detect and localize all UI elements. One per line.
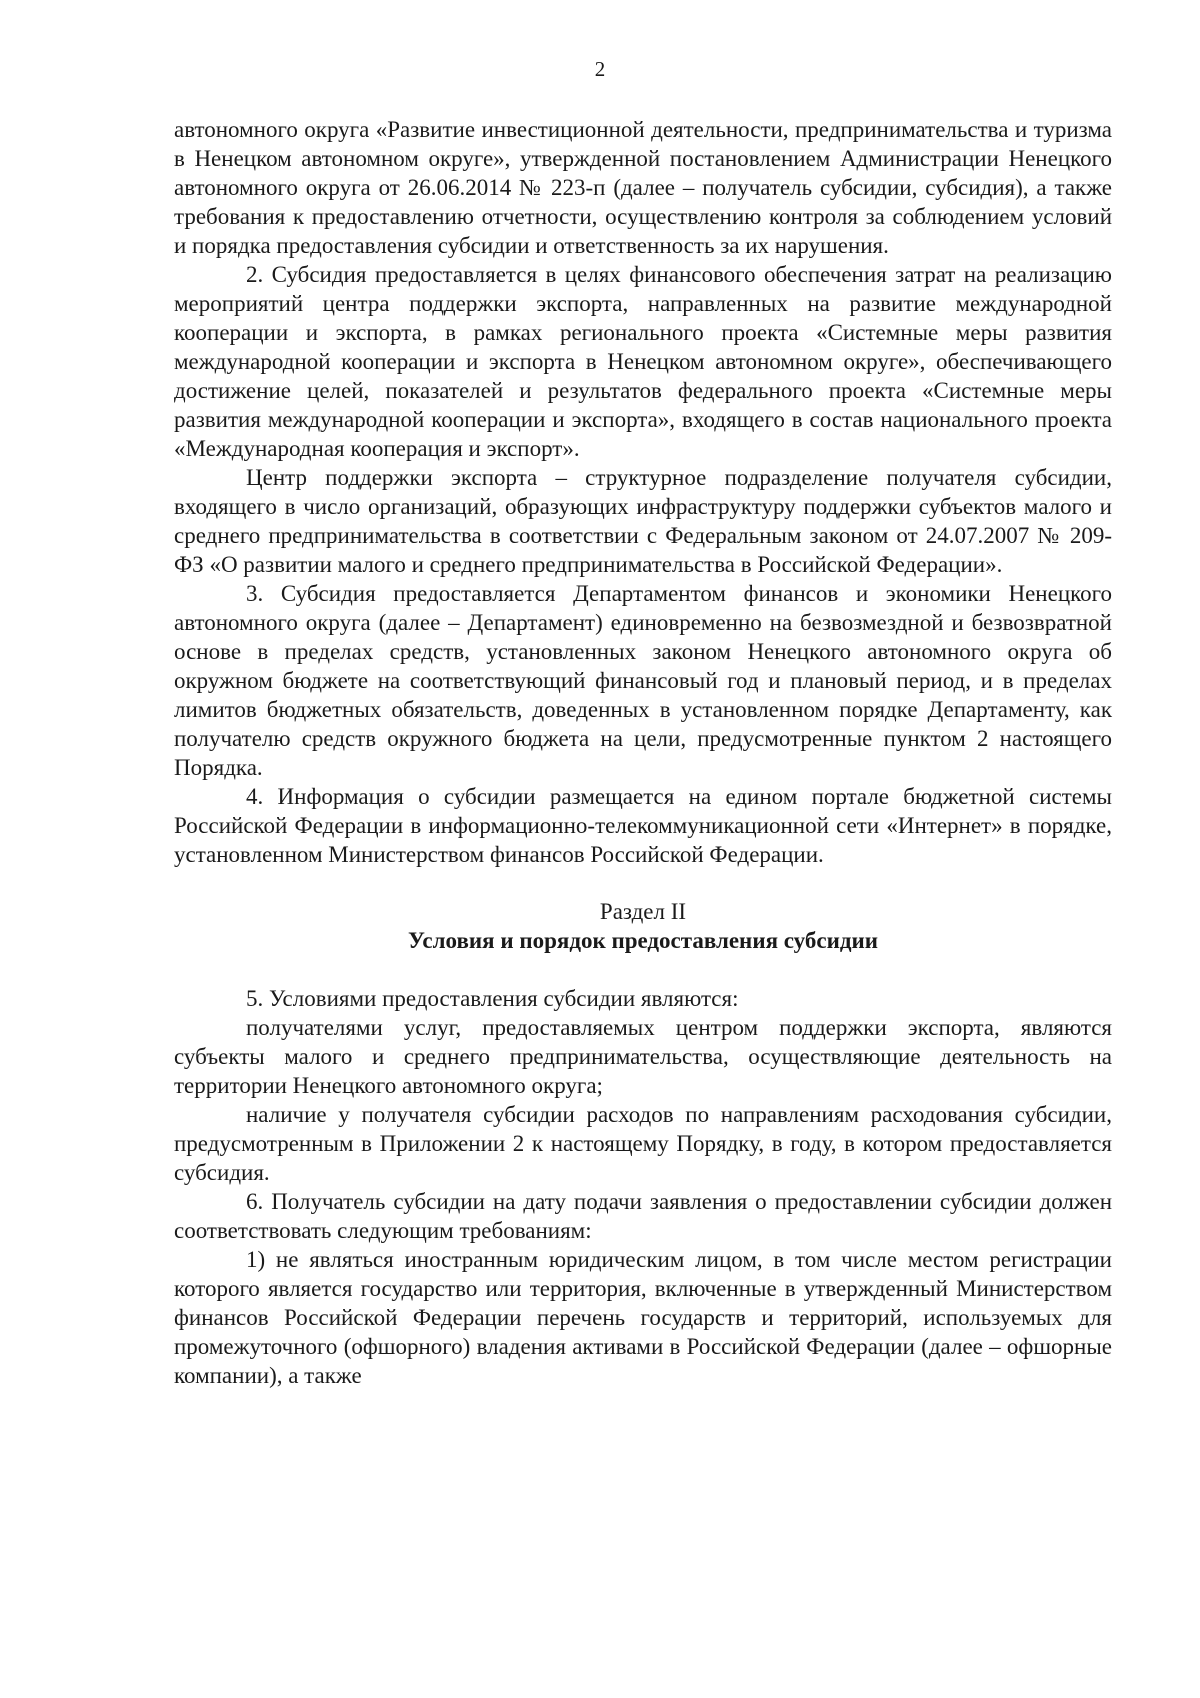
document-body	[174, 115, 1112, 1390]
paragraph-condition-2: наличие у получателя субсидии расходов по направлениям расходования субсидии, предусмотренным в Приложении 2 к настоящему Порядку, в году, в котором предоставляется субсидия.	[174, 1102, 1112, 1185]
page-number: 2	[594, 57, 606, 81]
section-title: Условия и порядок предоставления субсидии	[408, 928, 878, 953]
paragraph-item-5: 5. Условиями предоставления субсидии являются:	[246, 986, 739, 1011]
paragraph-requirement-1: 1) не являться иностранным юридическим лицом, в том числе местом регистрации которого является государство или территория, включенные в утвержденный Министерством финансов Российской Федерации перечень государств и территорий, используемых для промежуточного (офшорного) владения активами в Российской Федерации (далее – офшорные компании), а также	[174, 1247, 1112, 1388]
paragraph-export-center: Центр поддержки экспорта – структурное подразделение получателя субсидии, входящего в число организаций, образующих инфраструктуру поддержки субъектов малого и среднего предпринимательства в соответствии с Федеральным законом от 24.07.2007 № 209-ФЗ «О развитии малого и среднего предпринимательства в Российской Федерации».	[174, 465, 1112, 577]
paragraph-item-4: 4. Информация о субсидии размещается на едином портале бюджетной системы Российской Федерации в информационно-телекоммуникационной сети «Интернет» в порядке, установленном Министерством финансов Российской Федерации.	[174, 784, 1112, 867]
paragraph-intro-continuation: автономного округа «Развитие инвестиционной деятельности, предпринимательства и туризма в Ненецком автономном округе», утвержденной постановлением Администрации Ненецкого автономного округа от 26.06.2014 № 223-п (далее – получатель субсидии, субсидия), а также требования к предоставлению отчетности, осуществлению контроля за соблюдением условий и порядка предоставления субсидии и ответственность за их нарушения.	[174, 117, 1112, 258]
paragraph-item-2: 2. Субсидия предоставляется в целях финансового обеспечения затрат на реализацию мероприятий центра поддержки экспорта, направленных на развитие международной кооперации и экспорта, в рамках регионального проекта «Системные меры развития международной кооперации и экспорта в Ненецком автономном округе», обеспечивающего достижение целей, показателей и результатов федерального проекта «Системные меры развития международной кооперации и экспорта», входящего в состав национального проекта «Международная кооперация и экспорт».	[174, 262, 1112, 461]
section-heading	[174, 897, 1112, 955]
paragraph-item-3: 3. Субсидия предоставляется Департаментом финансов и экономики Ненецкого автономного округа (далее – Департамент) единовременно на безвозмездной и безвозвратной основе в пределах средств, установленных законом Ненецкого автономного округа об окружном бюджете на соответствующий финансовый год и плановый период, и в пределах лимитов бюджетных обязательств, доведенных в установленном порядке Департаменту, как получателю средств окружного бюджета на цели, предусмотренные пунктом 2 настоящего Порядка.	[174, 581, 1112, 780]
paragraph-condition-1: получателями услуг, предоставляемых центром поддержки экспорта, являются субъекты малого и среднего предпринимательства, осуществляющие деятельность на территории Ненецкого автономного округа;	[174, 1015, 1112, 1098]
paragraph-item-6: 6. Получатель субсидии на дату подачи заявления о предоставлении субсидии должен соответствовать следующим требованиям:	[174, 1189, 1112, 1243]
section-label: Раздел II	[599, 899, 687, 924]
